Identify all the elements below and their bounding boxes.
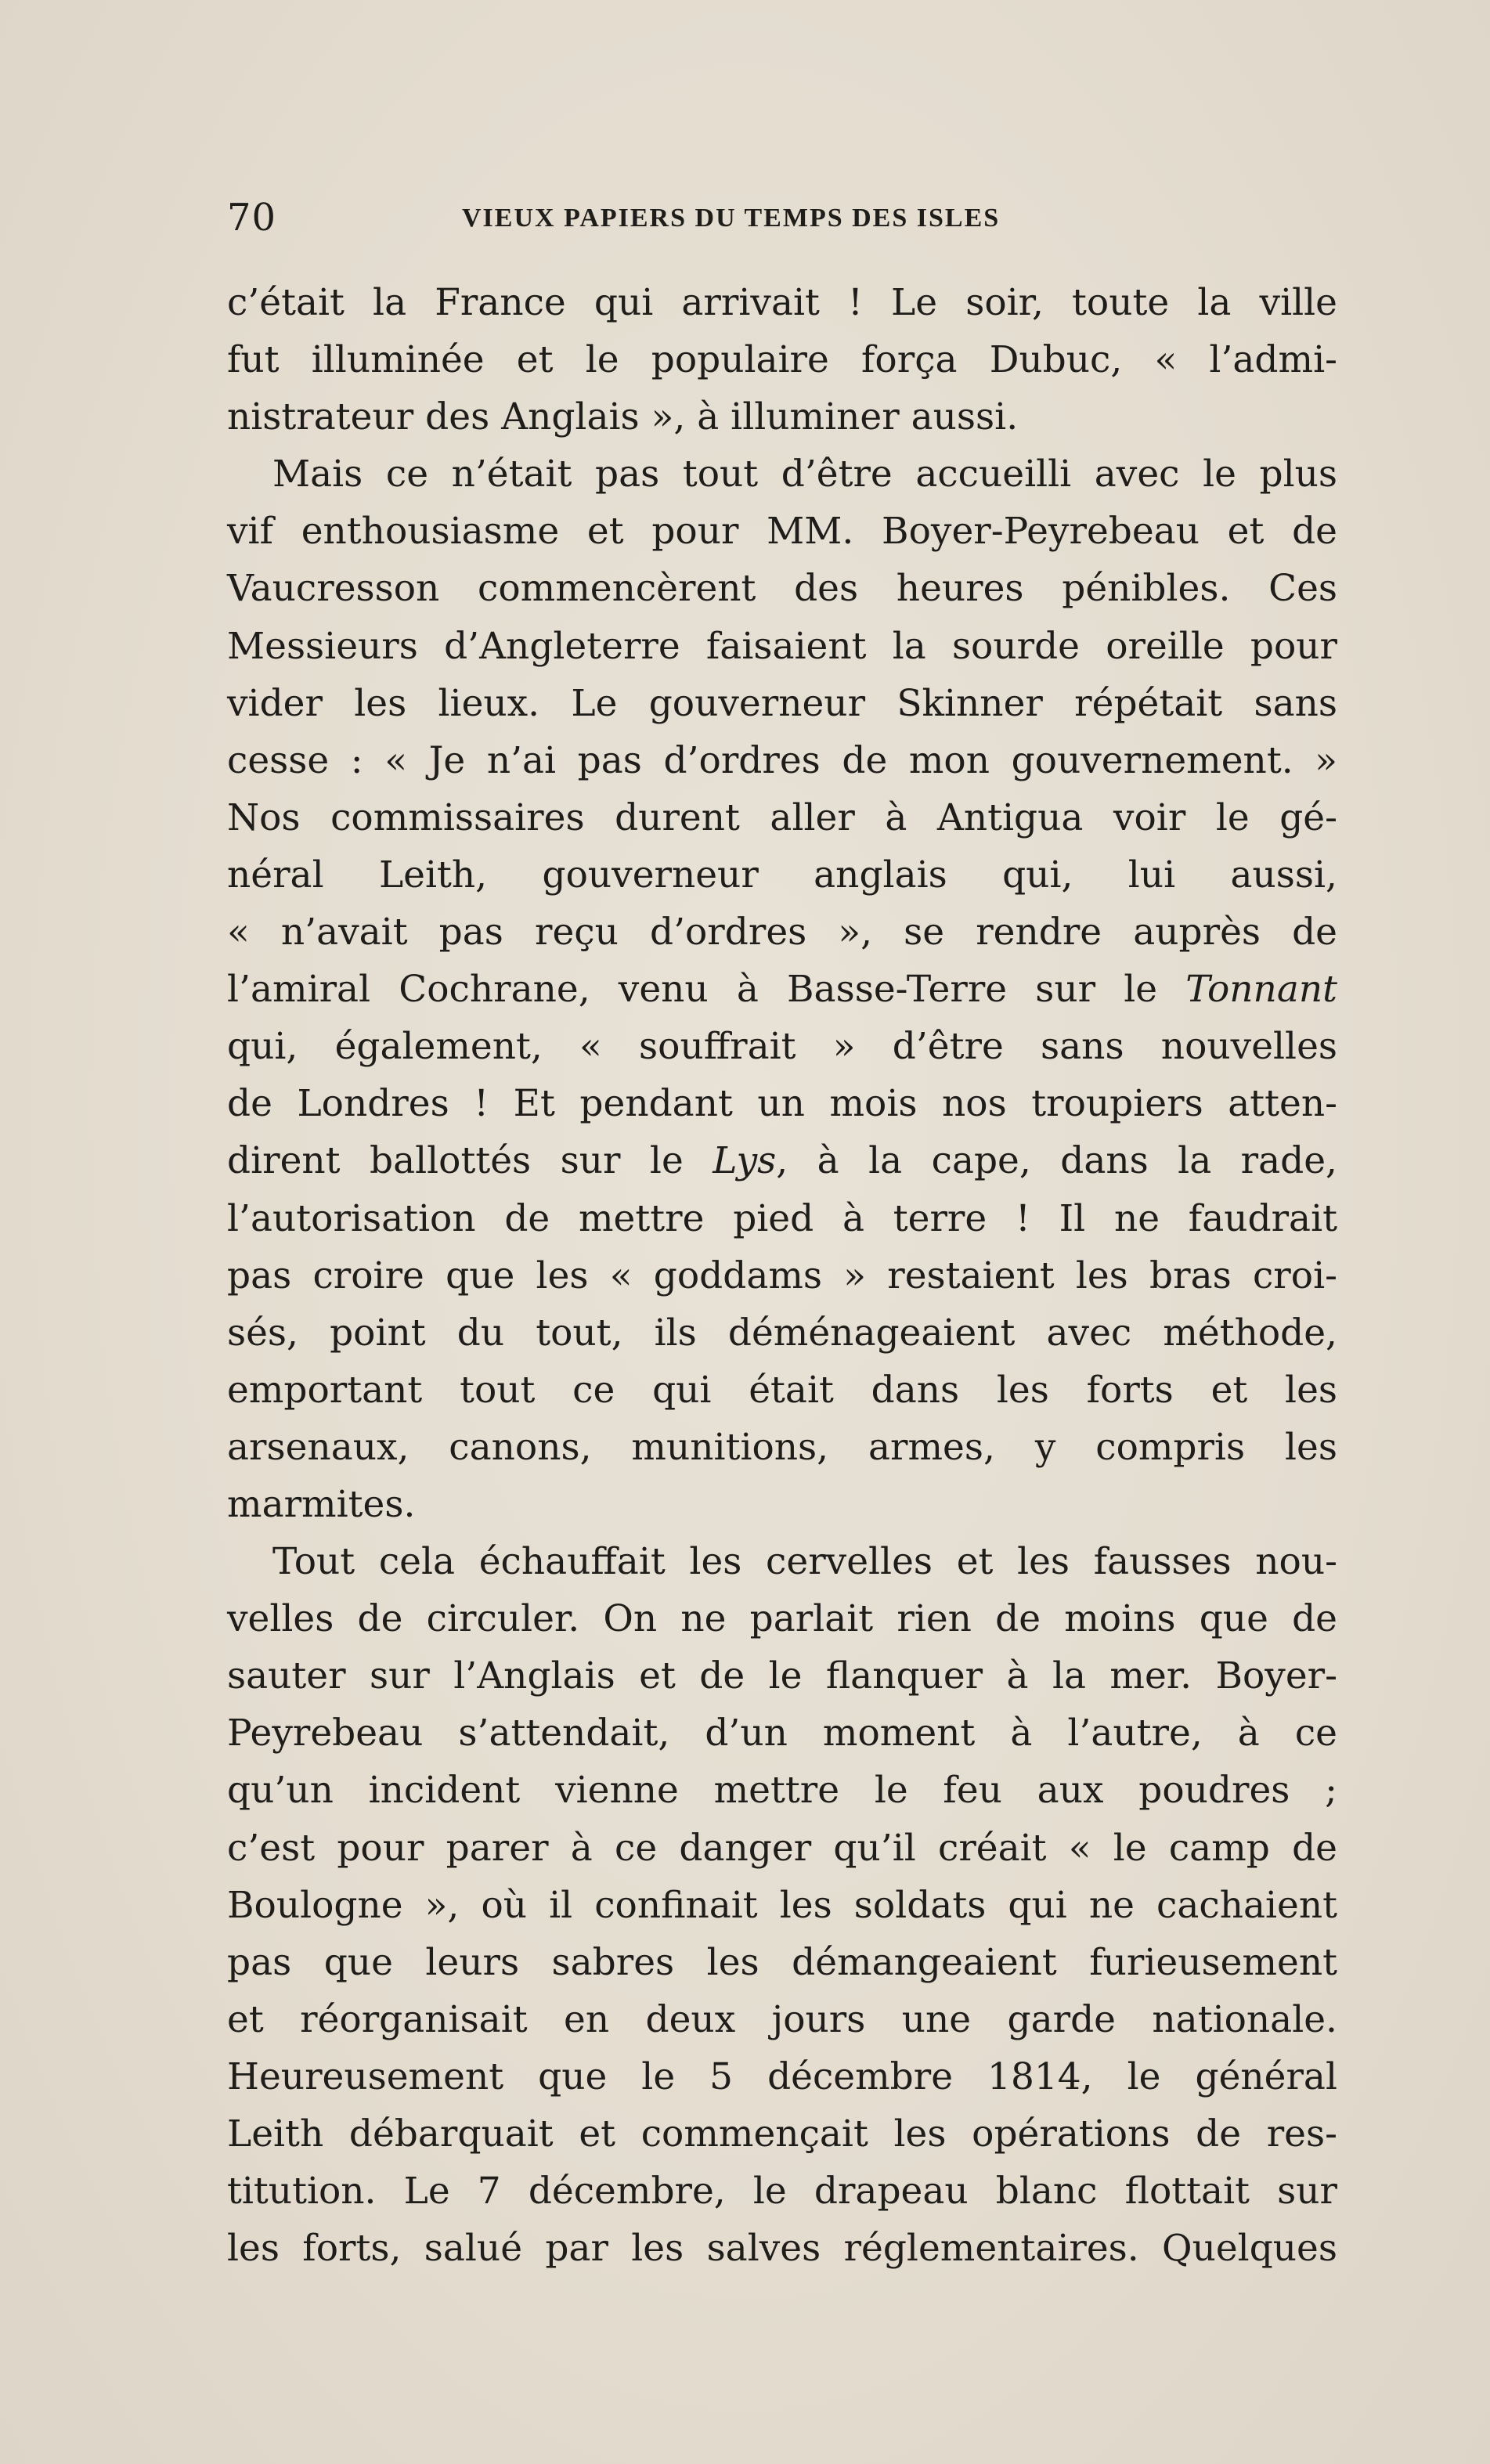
text-line: sauter sur l’Anglais et de le flanquer à la mer. Boyer- <box>227 1654 1337 1698</box>
text-line <box>227 1132 1337 1189</box>
text-line: Leith débarquait et commençait les opérations de res- <box>227 2112 1337 2156</box>
body-text <box>227 274 1337 2277</box>
text-line: Messieurs d’Angleterre faisaient la sourde oreille pour <box>227 624 1337 668</box>
text-line <box>227 961 1337 1018</box>
text-line: l’autorisation de mettre pied à terre ! Il ne faudrait <box>227 1196 1337 1240</box>
text-line: titution. Le 7 décembre, le drapeau blanc flottait sur <box>227 2170 1337 2213</box>
text-line: qui, également, « souffrait » d’être sans nouvelles <box>227 1025 1337 1069</box>
text-line: Mais ce n’était pas tout d’être accueilli avec le plus <box>272 453 1337 496</box>
text-line-part: dirent ballottés sur le <box>227 1139 684 1183</box>
text-line: Tout cela échauffait les cervelles et les fausses nou- <box>272 1540 1337 1584</box>
text-line: Boulogne », où il confinait les soldats qui ne cachaient <box>227 1883 1337 1927</box>
text-line: vider les lieux. Le gouverneur Skinner répétait sans <box>227 681 1337 725</box>
text-line: qu’un incident vienne mettre le feu aux poudres ; <box>227 1769 1337 1813</box>
text-line: Peyrebeau s’attendait, d’un moment à l’autre, à ce <box>227 1712 1337 1755</box>
text-line-part: l’amiral Cochrane, venu à Basse-Terre sur le <box>227 968 1158 1012</box>
text-line: de Londres ! Et pendant un mois nos troupiers atten- <box>227 1082 1337 1126</box>
text-line: c’est pour parer à ce danger qu’il créait « le camp de <box>227 1826 1337 1870</box>
text-line: c’était la France qui arrivait ! Le soir, toute la ville <box>227 281 1337 324</box>
text-line-part: , à la cape, dans la rade, <box>776 1139 1337 1183</box>
ship-name-lys: Lys <box>713 1139 777 1183</box>
running-head: VIEUX PAPIERS DU TEMPS DES ISLES <box>462 204 1001 233</box>
ship-name-tonnant: Tonnant <box>1185 968 1337 1012</box>
page-header <box>227 194 1337 241</box>
text-line: vif enthousiasme et pour MM. Boyer-Peyrebeau et de <box>227 510 1337 554</box>
text-line: marmites. <box>227 1482 416 1526</box>
text-line: « n’avait pas reçu d’ordres », se rendre auprès de <box>227 911 1337 954</box>
text-line: Vaucresson commencèrent des heures pénibles. Ces <box>227 567 1337 611</box>
text-line: pas croire que les « goddams » restaient les bras croi- <box>227 1254 1337 1297</box>
text-line: sés, point du tout, ils déménageaient avec méthode, <box>227 1311 1337 1355</box>
text-line: fut illuminée et le populaire força Dubuc, « l’admi- <box>227 338 1337 382</box>
text-line: pas que leurs sabres les démangeaient furieusement <box>227 1940 1337 1984</box>
text-line: nistrateur des Anglais », à illuminer aussi. <box>227 395 1019 439</box>
text-line: les forts, salué par les salves réglementaires. Quelques <box>227 2227 1337 2271</box>
text-line: Nos commissaires durent aller à Antigua voir le gé- <box>227 795 1337 839</box>
text-line: cesse : « Je n’ai pas d’ordres de mon gouvernement. » <box>227 738 1337 782</box>
text-line: velles de circuler. On ne parlait rien de moins que de <box>227 1597 1337 1641</box>
text-line: emportant tout ce qui était dans les forts et les <box>227 1368 1337 1412</box>
page-number: 70 <box>227 196 277 240</box>
text-line: arsenaux, canons, munitions, armes, y compris les <box>227 1425 1337 1469</box>
text-line: et réorganisait en deux jours une garde nationale. <box>227 1997 1337 2041</box>
text-line: néral Leith, gouverneur anglais qui, lui aussi, <box>227 853 1337 896</box>
text-line: Heureusement que le 5 décembre 1814, le général <box>227 2055 1337 2098</box>
